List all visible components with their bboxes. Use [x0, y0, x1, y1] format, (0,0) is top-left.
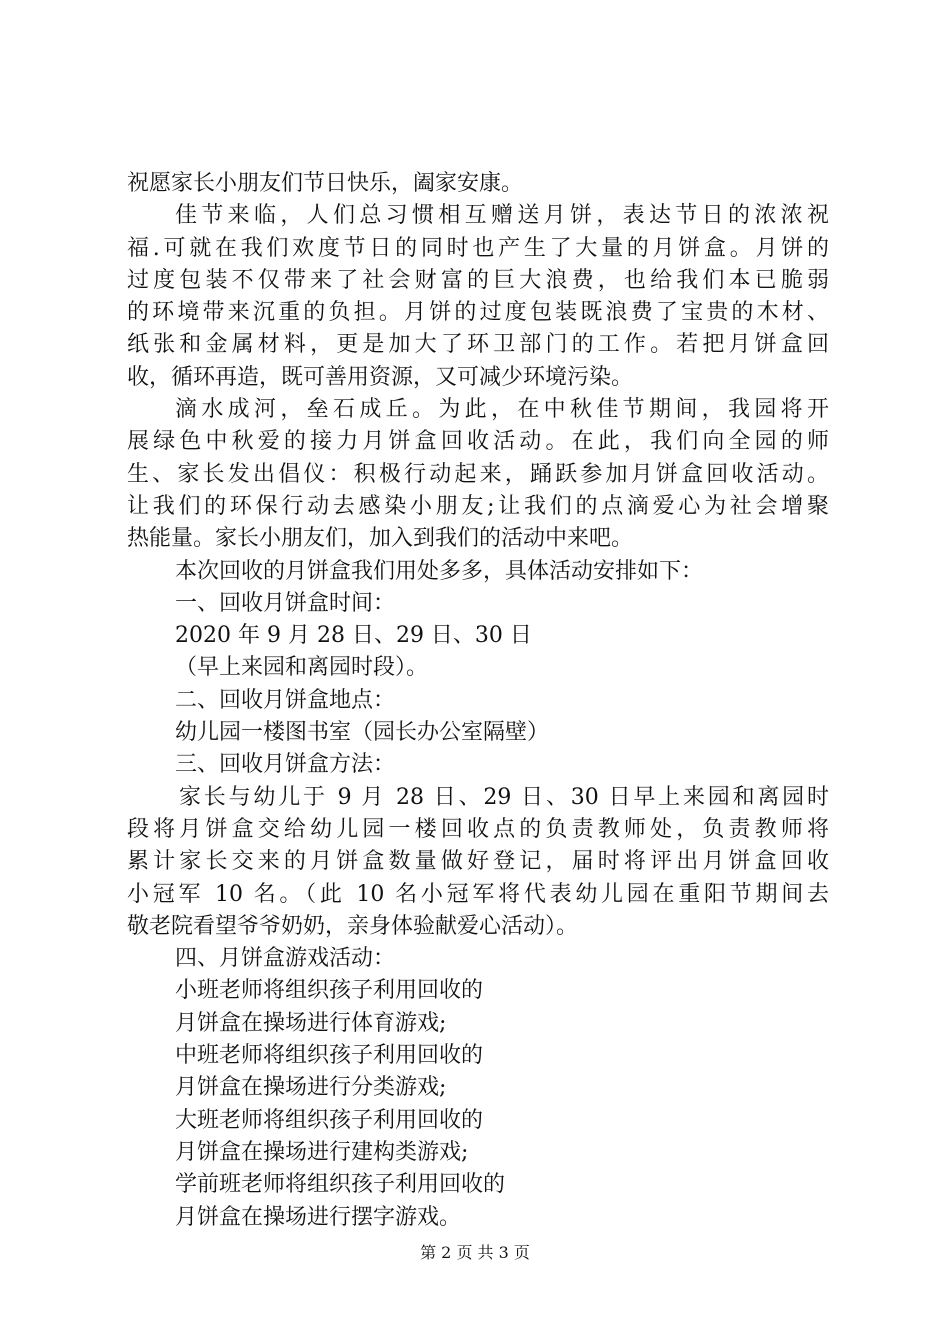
text-line: 生、家长发出倡仪：积极行动起来，踊跃参加月饼盒回收活动。 [127, 461, 829, 487]
section-heading: 四、月饼盒游戏活动： [175, 946, 396, 972]
text-line: 段将月饼盒交给幼儿园一楼回收点的负责教师处，负责教师将 [127, 816, 829, 842]
text-line: 小冠军 10 名。（此 10 名小冠军将代表幼儿园在重阳节期间去 [127, 881, 829, 907]
text-line: 过度包装不仅带来了社会财富的巨大浪费，也给我们本已脆弱 [127, 267, 829, 293]
text-line: 的环境带来沉重的负担。月饼的过度包装既浪费了宝贵的木材、 [127, 300, 829, 326]
text-line: 敬老院看望爷爷奶奶，亲身体验献爱心活动）。 [127, 913, 579, 939]
page-footer: 第 2 页 共 3 页 [420, 1243, 530, 1262]
text-line: 2020 年 9 月 28 日、29 日、30 日 [175, 623, 532, 649]
text-line: 月饼盒在操场进行体育游戏; [175, 1010, 447, 1036]
text-line: 让我们的环保行动去感染小朋友;让我们的点滴爱心为社会增聚 [127, 493, 829, 519]
text-line: 佳节来临，人们总习惯相互赠送月饼，表达节日的浓浓祝 [175, 203, 829, 229]
text-line: 收，循环再造，既可善用资源，又可减少环境污染。 [127, 364, 634, 390]
text-line: 月饼盒在操场进行分类游戏; [175, 1075, 447, 1101]
text-line: 月饼盒在操场进行摆字游戏。 [175, 1204, 462, 1230]
text-line: 祝愿家长小朋友们节日快乐，阖家安康。 [127, 171, 524, 196]
text-line: 月饼盒在操场进行建构类游戏; [175, 1139, 469, 1165]
text-line: 幼儿园一楼图书室（园长办公室隔壁） [175, 720, 550, 746]
text-line: （早上来园和离园时段）。 [175, 655, 429, 681]
text-line: 展绿色中秋爱的接力月饼盒回收活动。在此，我们向全园的师 [127, 429, 829, 455]
text-line: 滴水成河，垒石成丘。为此，在中秋佳节期间，我园将开 [175, 397, 829, 423]
text-line: 中班老师将组织孩子利用回收的 [175, 1043, 484, 1069]
text-line: 纸张和金属材料，更是加大了环卫部门的工作。若把月饼盒回 [127, 332, 829, 358]
document-body [127, 168, 829, 1234]
text-line: 学前班老师将组织孩子利用回收的 [175, 1172, 506, 1198]
section-heading: 二、回收月饼盒地点： [175, 687, 396, 713]
text-line: 本次回收的月饼盒我们用处多多，具体活动安排如下： [175, 558, 704, 584]
section-heading: 一、回收月饼盒时间： [175, 590, 396, 616]
text-line: 家长与幼儿于 9 月 28 日、29 日、30 日早上来园和离园时 [179, 784, 829, 810]
text-line: 福.可就在我们欢度节日的同时也产生了大量的月饼盒。月饼的 [127, 235, 829, 261]
text-line: 小班老师将组织孩子利用回收的 [175, 978, 484, 1004]
text-line: 累计家长交来的月饼盒数量做好登记，届时将评出月饼盒回收 [127, 849, 829, 875]
text-line: 热能量。家长小朋友们，加入到我们的活动中来吧。 [127, 526, 634, 552]
text-line: 大班老师将组织孩子利用回收的 [175, 1107, 484, 1133]
section-heading: 三、回收月饼盒方法： [175, 752, 396, 778]
